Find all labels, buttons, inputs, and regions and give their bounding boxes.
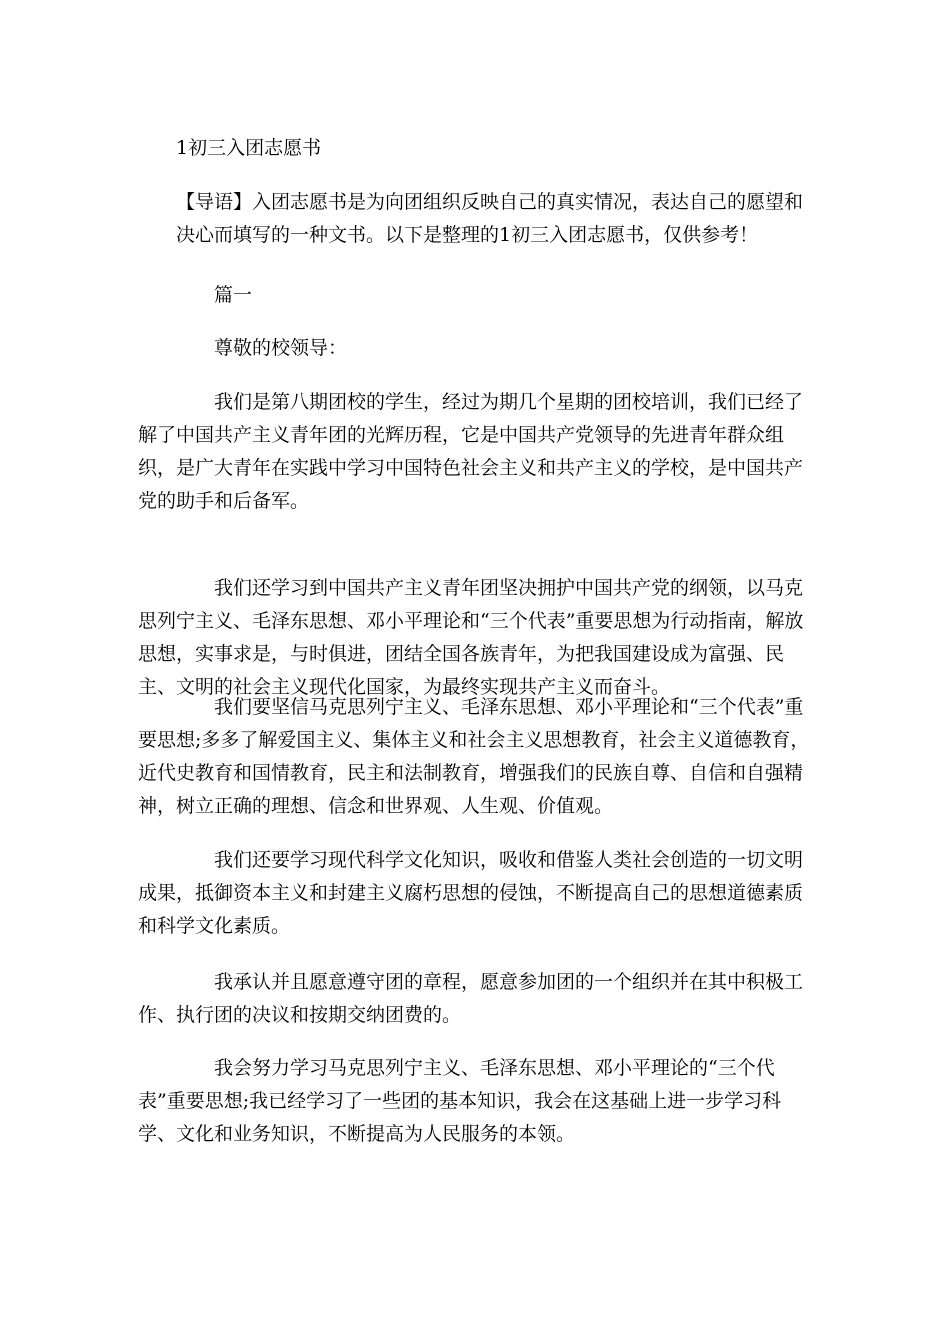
body-paragraph-5: 我承认并且愿意遵守团的章程，愿意参加团的一个组织并在其中积极工作、执行团的决议和按期交纳团费的。 [138,971,804,1026]
body-paragraph-2: 我们还学习到中国共产主义青年团坚决拥护中国共产党的纲领，以马克思列宁主义、毛泽东思想、邓小平理论和“三个代表”重要思想为行动指南，解放思想，实事求是，与时俱进，团结全国各族青年，为把我国建设成为富强、民主、文明的社会主义现代化国家，为最终实现共产主义而奋斗。 [138,577,804,698]
intro-paragraph: 【导语】入团志愿书是为向团组织反映自己的真实情况，表达自己的愿望和决心而填写的一种文书。以下是整理的1初三入团志愿书，仅供参考！ [176,191,804,246]
body-paragraph-4: 我们还要学习现代科学文化知识，吸收和借鉴人类社会创造的一切文明成果，抵御资本主义和封建主义腐朽思想的侵蚀，不断提高自己的思想道德素质和科学文化素质。 [138,849,804,937]
section-label: 篇一 [214,284,253,306]
body-paragraph-3: 我们要坚信马克思列宁主义、毛泽东思想、邓小平理论和“三个代表”重要思想;多多了解爱国主义、集体主义和社会主义思想教育，社会主义道德教育，近代史教育和国情教育，民主和法制教育，增强我们的民族自尊、自信和自强精神，树立正确的理想、信念和世界观、人生观、价值观。 [138,696,810,817]
document-title: 1初三入团志愿书 [176,137,322,159]
body-paragraph-1: 我们是第八期团校的学生，经过为期几个星期的团校培训，我们已经了解了中国共产主义青年团的光辉历程，它是中国共产党领导的先进青年群众组织，是广大青年在实践中学习中国特色社会主义和共产主义的学校，是中国共产党的助手和后备军。 [138,391,804,512]
salutation: 尊敬的校领导： [214,337,348,359]
body-paragraph-6: 我会努力学习马克思列宁主义、毛泽东思想、邓小平理论的“三个代表”重要思想;我已经学习了一些团的基本知识，我会在这基础上进一步学习科学、文化和业务知识，不断提高为人民服务的本领。 [138,1057,782,1145]
